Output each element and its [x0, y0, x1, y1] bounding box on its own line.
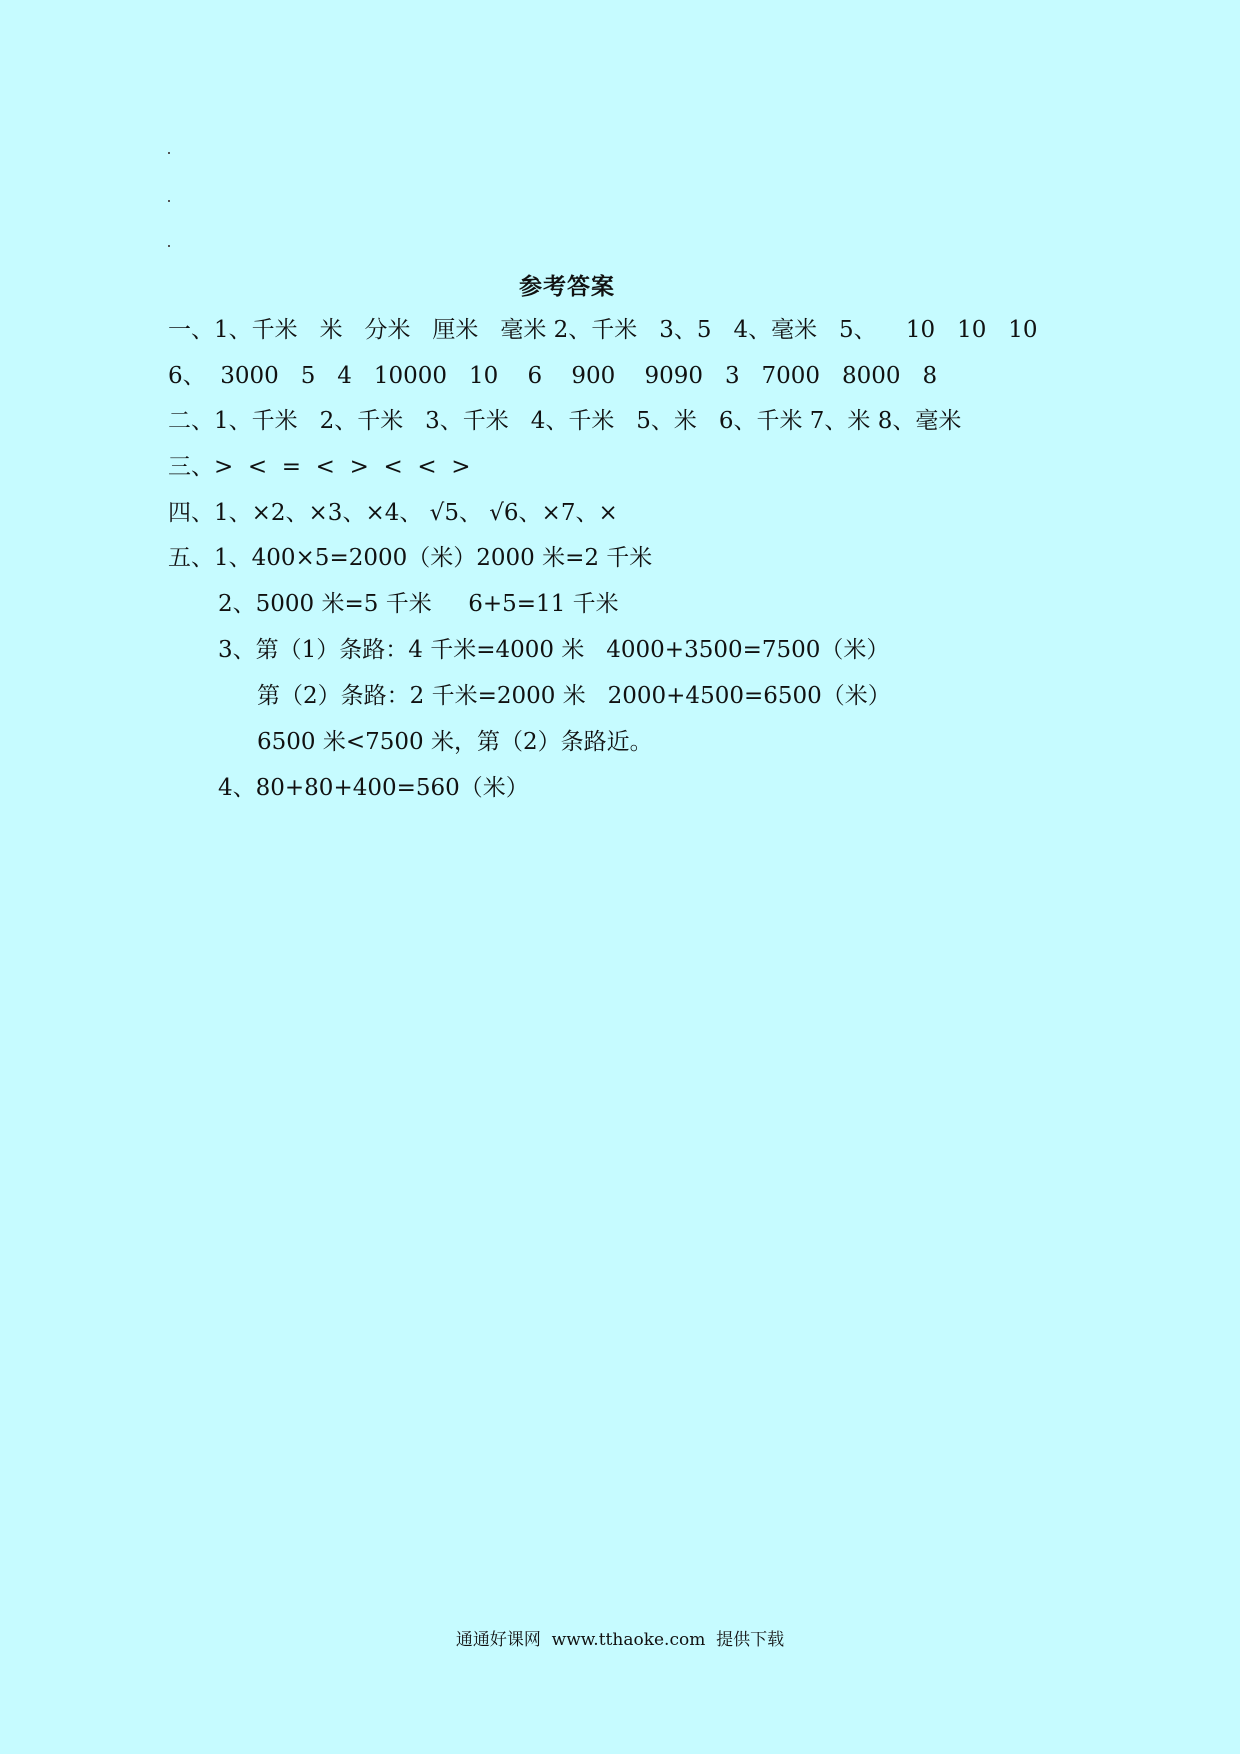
answer-line-section-5-q3: 3、第（1）条路：4 千米=4000 米 4000+3500=7500（米） — [218, 637, 890, 663]
answer-line-section-2: 二、1、千米 2、千米 3、千米 4、千米 5、米 6、千米 7、米 8、毫米 — [168, 408, 962, 434]
answer-line-section-5-q1: 五、1、400×5=2000（米）2000 米=2 千米 — [168, 545, 653, 571]
stray-dot-2 — [168, 200, 170, 202]
stray-dot-1 — [168, 152, 170, 154]
answer-line-section-3: 三、> < = < > < < > — [168, 454, 471, 480]
answer-line-section-4: 四、1、×2、×3、×4、 √5、 √6、×7、× — [168, 500, 618, 526]
stray-dot-3 — [168, 245, 170, 247]
answer-line-section-1-cont: 6、 3000 5 4 10000 10 6 900 9090 3 7000 8000 8 — [168, 363, 938, 389]
answer-line-section-5-q4: 4、80+80+400=560（米） — [218, 775, 529, 801]
answer-line-section-5-q3-conclusion: 6500 米<7500 米，第（2）条路近。 — [257, 729, 653, 755]
footer-source: 通通好课网 www.tthaoke.com 提供下载 — [455, 1630, 785, 1650]
answer-line-section-5-q2: 2、5000 米=5 千米 6+5=11 千米 — [218, 591, 619, 617]
answer-line-section-5-q3-road2: 第（2）条路：2 千米=2000 米 2000+4500=6500（米） — [257, 683, 891, 709]
page-title: 参考答案 — [519, 273, 615, 300]
answer-line-section-1: 一、1、千米 米 分米 厘米 毫米 2、千米 3、5 4、毫米 5、 10 10 10 — [168, 317, 1038, 343]
